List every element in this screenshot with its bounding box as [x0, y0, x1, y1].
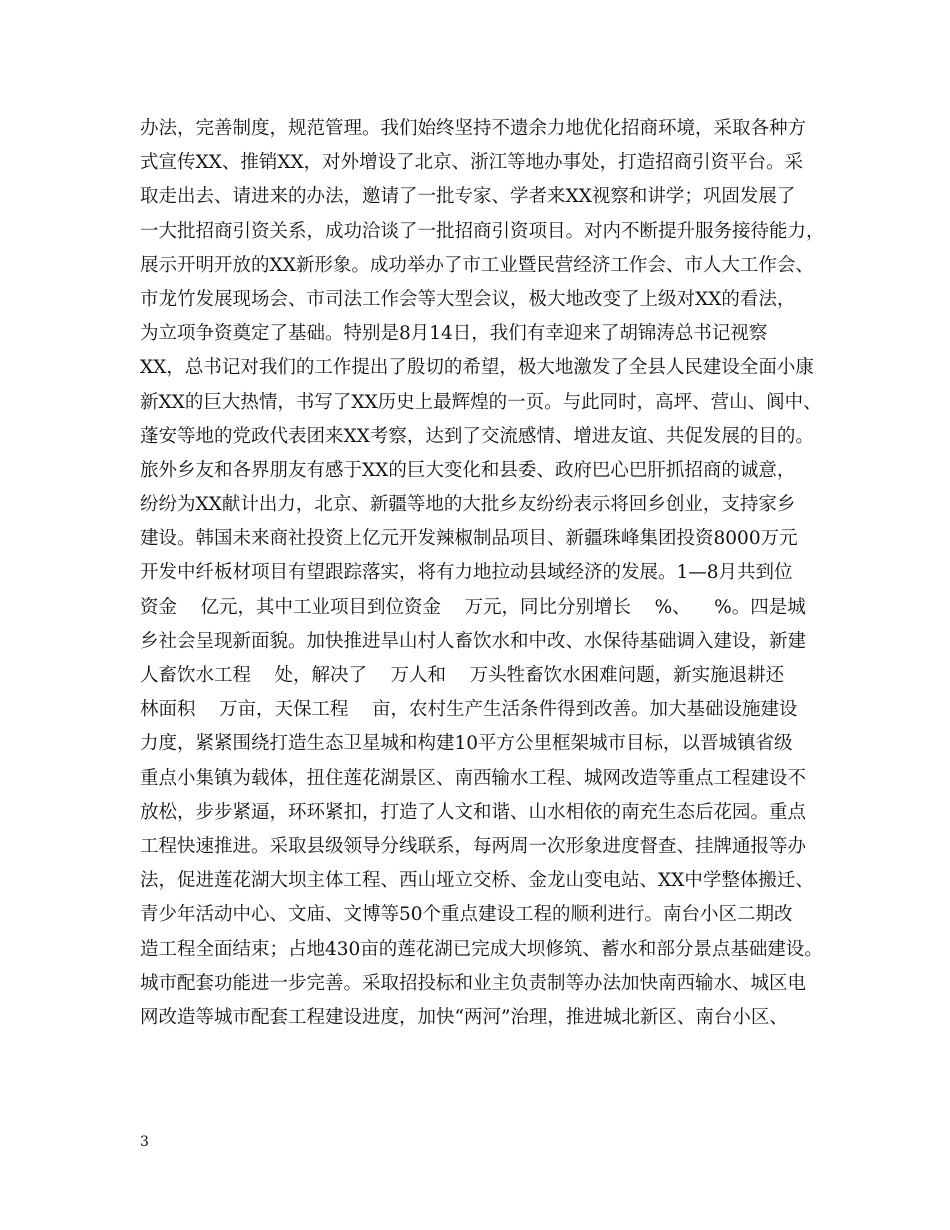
text-line: 工程快速推进。采取县级领导分线联系，每两周一次形象进度督查、挂牌通报等办: [140, 835, 807, 857]
text-line: 青少年活动中心、文庙、文博等50个重点建设工程的顺利进行。南台小区二期改: [140, 904, 793, 926]
text-line: 取走出去、请进来的办法，邀请了一批专家、学者来XX视察和讲学；巩固发展了: [140, 186, 796, 208]
text-line: 资金 亿元，其中工业项目到位资金 万元，同比分别增长 %、 %。四是城: [140, 596, 806, 618]
text-line: 纷纷为XX献计出力，北京、新疆等地的大批乡友纷纷表示将回乡创业，支持家乡: [140, 494, 796, 516]
text-line: 法，促进莲花湖大坝主体工程、西山垭立交桥、金龙山变电站、XX中学整体搬迁、: [140, 870, 814, 892]
text-line: 一大批招商引资关系，成功洽谈了一批招商引资项目。对内不断提升服务接待能力，: [140, 220, 825, 242]
text-line: XX，总书记对我们的工作提出了殷切的希望，极大地激发了全县人民建设全面小康: [140, 357, 814, 379]
text-line: 建设。韩国未来商社投资上亿元开发辣椒制品项目、新疆珠峰集团投资8000万元: [140, 528, 798, 550]
text-line: 旅外乡友和各界朋友有感于XX的巨大变化和县委、政府巴心巴肝抓招商的诚意，: [140, 459, 796, 481]
text-line: 式宣传XX、推销XX，对外增设了北京、浙江等地办事处，打造招商引资平台。采: [140, 152, 804, 174]
text-line: 为立项争资奠定了基础。特别是8月14日，我们有幸迎来了胡锦涛总书记视察: [140, 323, 768, 345]
text-line: 开发中纤板材项目有望跟踪落实，将有力地拉动县域经济的发展。1—8月共到位: [140, 562, 793, 584]
text-line: 办法，完善制度，规范管理。我们始终坚持不遗余力地优化招商环境，采取各种方: [140, 118, 807, 139]
text-line: 重点小集镇为载体，扭住莲花湖景区、南西输水工程、城网改造等重点工程建设不: [140, 767, 807, 789]
body-text: [140, 112, 840, 1035]
text-line: 乡社会呈现新面貌。加快推进旱山村人畜饮水和中改、水保待基础调入建设，新建: [140, 630, 807, 652]
text-line: 展示开明开放的XX新形象。成功举办了市工业暨民营经济工作会、市人大工作会、: [140, 254, 814, 276]
text-line: 造工程全面结束；占地430亩的莲花湖已完成大坝修筑、蓄水和部分景点基础建设。: [140, 938, 823, 960]
page-number: 3: [140, 1134, 149, 1150]
text-line: 网改造等城市配套工程建设进度，加快“两河”治理，推进城北新区、南台小区、: [140, 1006, 788, 1028]
text-line: 放松，步步紧逼，环环紧扣，打造了人文和谐、山水相依的南充生态后花园。重点: [140, 801, 807, 823]
text-line: 蓬安等地的党政代表团来XX考察，达到了交流感情、增进友谊、共促发展的目的。: [140, 425, 814, 447]
text-line: 人畜饮水工程 处，解决了 万人和 万头牲畜饮水困难问题，新实施退耕还: [140, 665, 785, 686]
text-line: 市龙竹发展现场会、市司法工作会等大型会议，极大地改变了上级对XX的看法，: [140, 288, 796, 310]
text-line: 力度，紧紧围绕打造生态卫星城和构建10平方公里框架城市目标，以晋城镇省级: [140, 733, 793, 755]
text-line: 城市配套功能进一步完善。采取招投标和业主负责制等办法加快南西输水、城区电: [140, 972, 807, 994]
text-line: 林面积 万亩，天保工程 亩，农村生产生活条件得到改善。加大基础设施建设: [140, 699, 798, 721]
text-line: 新XX的巨大热情，书写了XX历史上最辉煌的一页。与此同时，高坪、营山、阆中、: [140, 391, 822, 413]
